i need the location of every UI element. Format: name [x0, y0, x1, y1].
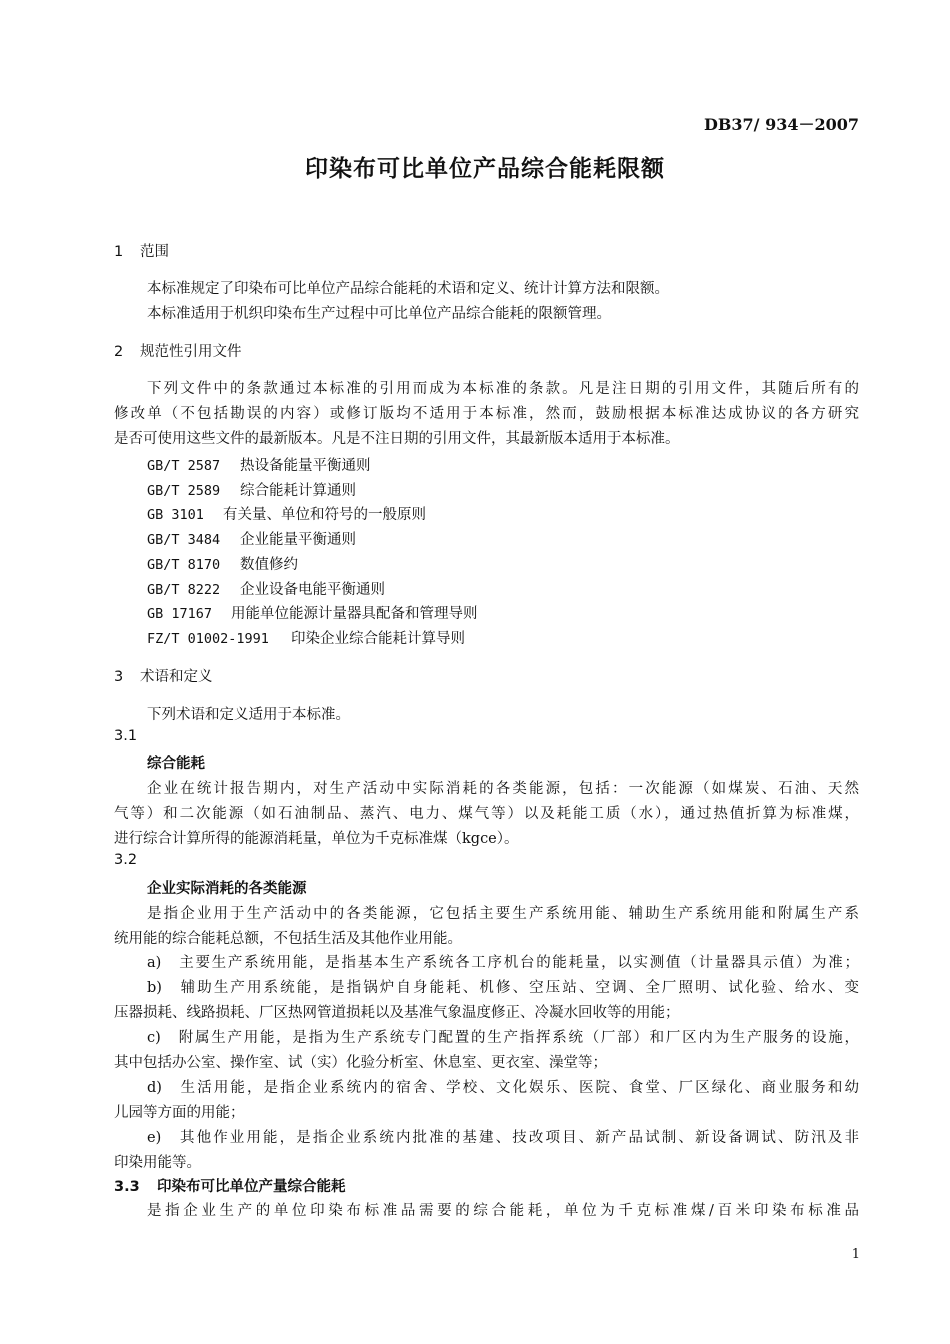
reference-item: GB 3101 有关量、单位和符号的一般原则	[147, 507, 426, 523]
paragraph: 本标准规定了印染布可比单位产品综合能耗的术语和定义、统计计算方法和限额。	[147, 281, 669, 297]
list-item-cont: 儿园等方面的用能；	[114, 1105, 245, 1121]
paragraph-line: 修改单（不包括勘误的内容）或修订版均不适用于本标准，然而，鼓励根据本标准达成协议的各方研究	[114, 406, 859, 422]
clause-heading	[114, 1175, 346, 1196]
section-title: 规范性引用文件	[140, 344, 242, 360]
list-item: b) 辅助生产用系统能，是指锅炉自身能耗、机修、空压站、空调、全厂照明、试化验、给水、变	[147, 980, 859, 996]
reference-item: GB/T 8222 企业设备电能平衡通则	[147, 582, 385, 598]
list-item: e) 其他作业用能，是指企业系统内批准的基建、技改项目、新产品试制、新设备调试、防汛及非	[147, 1130, 859, 1146]
term-title: 综合能耗	[147, 756, 205, 772]
paragraph-line: 进行综合计算所得的能源消耗量，单位为千克标准煤（kgce）。	[114, 831, 519, 847]
reference-item: GB/T 2587 热设备能量平衡通则	[147, 458, 371, 474]
list-item-cont: 压器损耗、线路损耗、厂区热网管道损耗以及基准气象温度修正、冷凝水回收等的用能；	[114, 1005, 680, 1021]
paragraph: 下列术语和定义适用于本标准。	[147, 707, 350, 723]
section-number: 2	[114, 344, 124, 360]
list-item: a) 主要生产系统用能，是指基本生产系统各工序机台的能耗量，以实测值（计量器具示值）为准；	[147, 955, 859, 971]
section-1-heading	[114, 240, 169, 261]
standard-code: DB37/ 934－2007	[703, 115, 859, 134]
clause-number: 3.2	[114, 852, 138, 868]
paragraph: 本标准适用于机织印染布生产过程中可比单位产品综合能耗的限额管理。	[147, 306, 611, 322]
clause-number: 3.3	[114, 1179, 140, 1195]
section-2-heading	[114, 340, 242, 361]
paragraph-line: 是指企业用于生产活动中的各类能源，它包括主要生产系统用能、辅助生产系统用能和附属生产系	[147, 906, 859, 922]
term-title: 印染布可比单位产量综合能耗	[157, 1179, 346, 1195]
reference-item: GB/T 8170 数值修约	[147, 557, 298, 573]
section-title: 术语和定义	[140, 669, 213, 685]
section-number: 1	[114, 244, 124, 260]
section-3-heading	[114, 665, 213, 686]
section-number: 3	[114, 669, 124, 685]
list-item: c) 附属生产用能，是指为生产系统专门配置的生产指挥系统（厂部）和厂区内为生产服务的设施，	[147, 1030, 859, 1046]
reference-item: FZ/T 01002-1991 印染企业综合能耗计算导则	[147, 631, 465, 647]
clause-number: 3.1	[114, 728, 138, 744]
reference-item: GB/T 2589 综合能耗计算通则	[147, 483, 356, 499]
paragraph-line: 是否可使用这些文件的最新版本。凡是不注日期的引用文件，其最新版本适用于本标准。	[114, 431, 680, 447]
paragraph-line: 下列文件中的条款通过本标准的引用而成为本标准的条款。凡是注日期的引用文件，其随后所有的	[147, 381, 859, 397]
list-item-cont: 印染用能等。	[114, 1155, 201, 1171]
page-number: 1	[851, 1247, 860, 1262]
paragraph-line: 气等）和二次能源（如石油制品、蒸汽、电力、煤气等）以及耗能工质（水），通过热值折算为标准煤，	[114, 806, 859, 822]
term-title: 企业实际消耗的各类能源	[147, 881, 307, 897]
paragraph-line: 统用能的综合能耗总额，不包括生活及其他作业用能。	[114, 931, 462, 947]
paragraph-line: 是指企业生产的单位印染布标准品需要的综合能耗，单位为千克标准煤/百米印染布标准品	[147, 1203, 859, 1219]
list-item: d) 生活用能，是指企业系统内的宿舍、学校、文化娱乐、医院、食堂、厂区绿化、商业服务和幼	[147, 1080, 859, 1096]
document-title: 印染布可比单位产品综合能耗限额	[305, 156, 665, 182]
reference-item: GB/T 3484 企业能量平衡通则	[147, 532, 356, 548]
paragraph-line: 企业在统计报告期内，对生产活动中实际消耗的各类能源，包括：一次能源（如煤炭、石油、天然	[147, 781, 859, 797]
list-item-cont: 其中包括办公室、操作室、试（实）化验分析室、休息室、更衣室、澡堂等；	[114, 1055, 607, 1071]
reference-item: GB 17167 用能单位能源计量器具配备和管理导则	[147, 606, 478, 622]
section-title: 范围	[140, 244, 169, 260]
